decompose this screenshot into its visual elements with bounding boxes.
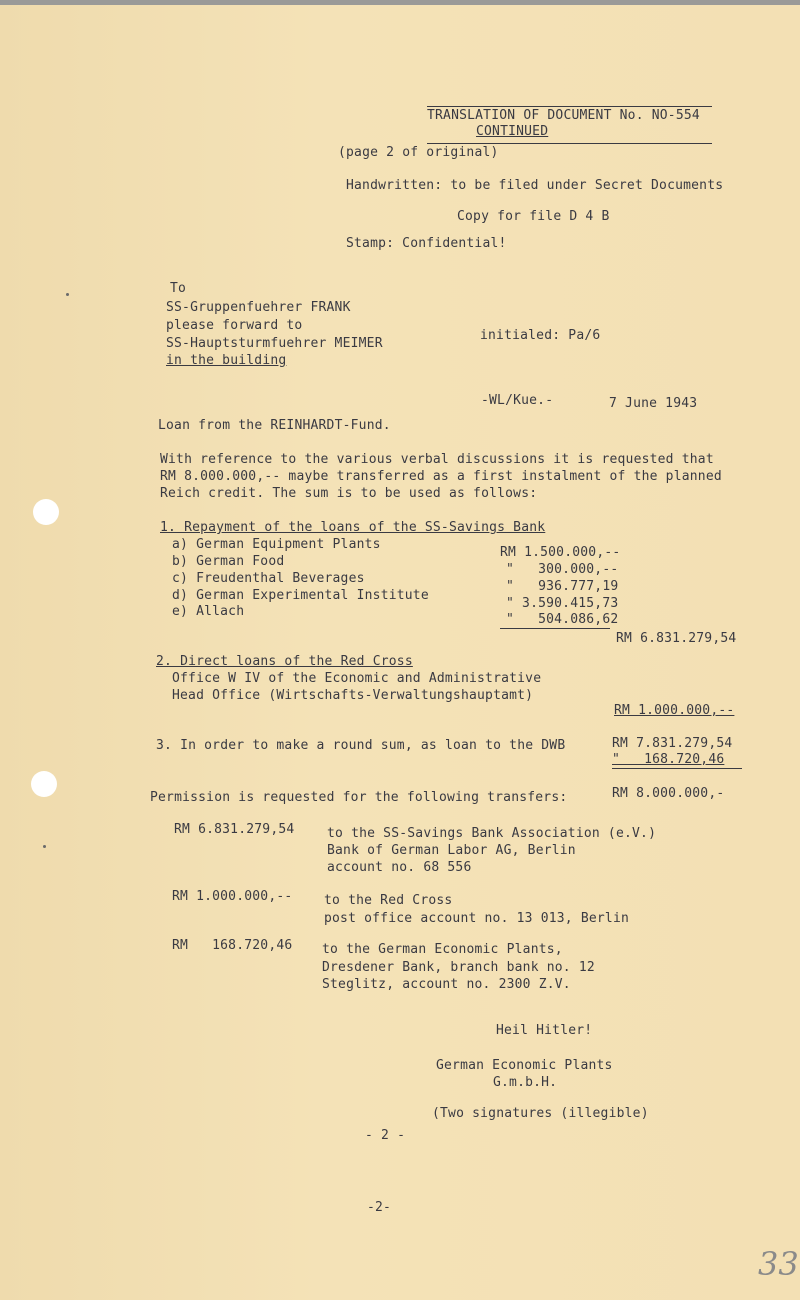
address-to: To [170, 281, 187, 296]
section3-sum-rule [612, 768, 742, 769]
closing-org: German Economic Plants [436, 1058, 613, 1073]
address-building: in the building [166, 353, 287, 368]
section2-line-1: Office W IV of the Economic and Administrative [172, 671, 542, 686]
page-number-inner: - 2 - [365, 1128, 406, 1143]
transfer-2-line-1: to the Red Cross [324, 893, 453, 908]
transfer-2-amount: RM 1.000.000,-- [172, 889, 293, 904]
speck [43, 845, 46, 848]
intro-line-1: With reference to the various verbal discussions it is requested that [160, 452, 714, 467]
closing-salute: Heil Hitler! [496, 1023, 593, 1038]
section2-line-2: Head Office (Wirtschafts-Verwaltungshauptamt) [172, 688, 534, 703]
reference-code: -WL/Kue.- [481, 393, 554, 408]
speck [66, 293, 69, 296]
transfer-3-line-2: Dresdener Bank, branch bank no. 12 [322, 960, 595, 975]
copy-note: Copy for file D 4 B [457, 209, 610, 224]
transfer-2-line-2: post office account no. 13 013, Berlin [324, 911, 630, 926]
punch-hole-top [33, 499, 59, 525]
section3-amount: " 168.720,46 [612, 752, 725, 767]
section1-item-c: c) Freudenthal Beverages [172, 571, 365, 586]
section1-amount-a: RM 1.500.000,-- [500, 545, 621, 560]
transfer-1-line-3: account no. 68 556 [327, 860, 472, 875]
intro-line-2: RM 8.000.000,-- maybe transferred as a first instalment of the planned [160, 469, 722, 484]
section2-amount: RM 1.000.000,-- [614, 703, 735, 718]
transfer-1-amount: RM 6.831.279,54 [174, 822, 295, 837]
title-rule [427, 106, 712, 107]
page-reference: (page 2 of original) [338, 145, 499, 160]
section1-item-d: d) German Experimental Institute [172, 588, 429, 603]
transfer-1-line-2: Bank of German Labor AG, Berlin [327, 843, 576, 858]
closing-org-legal: G.m.b.H. [493, 1075, 558, 1090]
section1-amount-c: " 936.777,19 [506, 579, 619, 594]
transfer-3-line-1: to the German Economic Plants, [322, 942, 563, 957]
section3-subtotal: RM 7.831.279,54 [612, 736, 733, 751]
scan-top-border [0, 0, 800, 5]
section1-heading: 1. Repayment of the loans of the SS-Savings Bank [160, 520, 546, 535]
address-forward: please forward to [166, 318, 303, 333]
transfer-3-amount: RM 168.720,46 [172, 938, 293, 953]
section1-total: RM 6.831.279,54 [616, 631, 737, 646]
handwritten-note: Handwritten: to be filed under Secret Documents [346, 178, 724, 193]
punch-hole-bottom [31, 771, 57, 797]
initialed-note: initialed: Pa/6 [480, 328, 601, 343]
transfer-1-line-1: to the SS-Savings Bank Association (e.V.) [327, 826, 657, 841]
permission-line: Permission is requested for the following transfers: [150, 790, 568, 805]
subject-line: Loan from the REINHARDT-Fund. [158, 418, 391, 433]
continued-rule [427, 143, 712, 144]
document-date: 7 June 1943 [609, 396, 698, 411]
address-forward-to: SS-Hauptsturmfuehrer MEIMER [166, 336, 383, 351]
stamp-note: Stamp: Confidential! [346, 236, 507, 251]
section1-item-e: e) Allach [172, 604, 245, 619]
page-number: -2- [367, 1200, 392, 1215]
transfer-3-line-3: Steglitz, account no. 2300 Z.V. [322, 977, 571, 992]
section1-item-b: b) German Food [172, 554, 285, 569]
section3-text: 3. In order to make a round sum, as loan to the DWB [156, 738, 566, 753]
continued-label: CONTINUED [476, 124, 549, 139]
intro-line-3: Reich credit. The sum is to be used as follows: [160, 486, 538, 501]
address-recipient: SS-Gruppenfuehrer FRANK [166, 300, 351, 315]
section2-heading: 2. Direct loans of the Red Cross [156, 654, 413, 669]
section1-amount-b: " 300.000,-- [506, 562, 619, 577]
folio-number: 33 [758, 1245, 799, 1283]
document-title: TRANSLATION OF DOCUMENT No. NO-554 [427, 108, 700, 123]
section1-item-a: a) German Equipment Plants [172, 537, 381, 552]
section3-total: RM 8.000.000,- [612, 786, 725, 801]
section1-amount-d: " 3.590.415,73 [506, 596, 619, 611]
section1-amount-e: " 504.086,62 [506, 612, 619, 627]
closing-signatures: (Two signatures (illegible) [432, 1106, 649, 1121]
section1-sum-rule [500, 628, 610, 629]
